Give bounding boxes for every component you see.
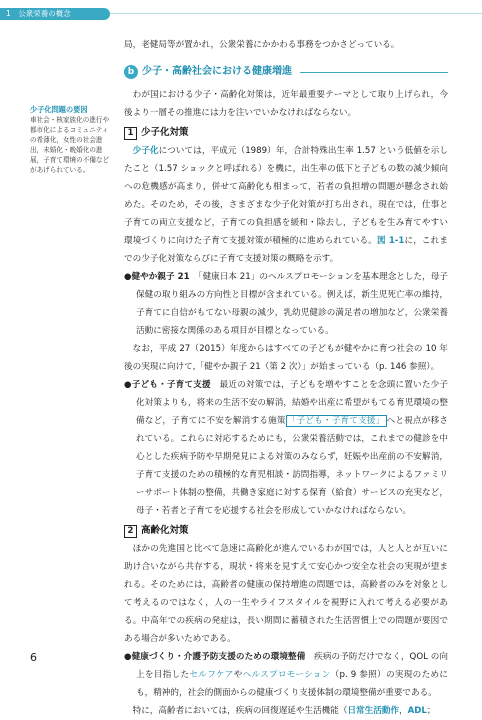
subsection-number: 2: [124, 525, 137, 538]
bullet-item: ●子ども・子育て支援 最近の対策では，子どもを増やすことを念頭に置いた少子化対策よりも，将来の生活不安の解消，結婚や出産に希望がもてる育児環境の整備など，子育てに不安を解消する施策 「子ども・子育て支援」 へと視点が移されている。これらに対応するためにも，公衆栄養活動では，これまでの健診を中心とした疾病予防や早期発見による対策のみならず，妊娠や出産前の不安解消，子育て支援のための積極的な育児相談・訪問指導，ネットワークによるファミリーサポート体制の整備，共働き家庭に対する保育（給食）サービスの充実など，母子・若者と子育てを応援する社会を形成していかなければならない。: [124, 380, 448, 516]
subsection-number: 1: [124, 127, 137, 140]
keyword: セルフケア: [189, 670, 234, 680]
sidebar-title: 少子化問題の要因: [30, 105, 88, 114]
sidebar-note: [30, 104, 114, 175]
shoshika-paragraph: 少子化については，平成元（1989）年，合計特殊出生率 1.57 という低値を示したこと（1.57 ショックと呼ばれる）を機に，出生率の低下と子どもの数の減少傾向への危機感が高まり，併せて高齢化も相まって，若者の負担増の問題が懸念され始めた。そのため，その後，さまざまな少子化対策が打ち出され，現在では，仕事と子育ての両立支援など，子育ての負担感を緩和・除去し，子どもを生み育てやすい環境づくりに向けた子育て支援対策が積極的に進められている。図 1-1に，これまでの少子化対策ならびに子育て支援対策の概略を示す。: [124, 146, 448, 264]
section-rule: [300, 72, 448, 73]
sidebar-body: 車社会・核家族化の進行や都市化によるコミュニティの希薄化，女性の社会進出，未婚化・晩婚化の進展，子育て環境の不備などがあげられている。: [30, 116, 110, 174]
bullet-item: ●健やか親子 21 「健康日本 21」のヘルスプロモーションを基本理念とした，母子保健の取り組みの方向性と目標が含まれている。例えば，新生児死亡率の維持，子育てに自信がもてない母親の減少，乳幼児健診の満足者の増加など，公衆栄養活動に密接な関係のある項目が目標となっている。: [124, 272, 448, 336]
header-rule: [110, 13, 482, 14]
boxed-term: 「子ども・子育て支援」: [287, 416, 385, 426]
koreika-paragraph: ほかの先進国と比べて急速に高齢化が進んでいるわが国では，人と人とが互いに助け合いながら共存する，現状・将来を見すえて安心かつ安全な社会の実現が望まれる。そのためには，高齢者の健康の保持増進の問題では，高齢者のみを対象として考えるのではなく，人の一生やライフスタイルを視野に入れて考える必要がある。中高年での疾病の発症は，長い期間に蓄積された生活習慣上での問題が要因である場合が多いためである。: [124, 544, 448, 644]
bullet-label: ●健康づくり・介護予防支援のための環境整備: [124, 652, 306, 662]
section-heading: [124, 62, 448, 84]
subsection-title: 少子化対策: [141, 127, 189, 138]
keyword: 少子化: [132, 146, 159, 156]
subsection-heading-1: [124, 124, 448, 142]
header-title: 1 公衆栄養の概念: [6, 9, 71, 18]
bullet-label: ●子ども・子育て支援: [124, 380, 211, 390]
intro-paragraph: 局，老健局等が置かれ，公衆栄養にかかわる事務をつかさどっている。: [124, 40, 400, 50]
bullet-item: ●健康づくり・介護予防支援のための環境整備 疾病の予防だけでなく，QOL の向上を目指したセルフケアやヘルスプロモーション（p. 9 参照）の実現のためにも，精神的，社会的側面からの健康づくり支援体制の環境整備が重要である。: [124, 652, 448, 698]
page-number: 6: [30, 651, 37, 664]
figure-reference[interactable]: 図 1-1: [376, 236, 405, 246]
keyword: 日常生活動作: [347, 706, 400, 716]
main-text: [124, 36, 448, 720]
bullet-label: ●健やか親子 21: [124, 272, 190, 282]
subsection-title: 高齢化対策: [141, 525, 189, 536]
bullet-continuation: 特に，高齢者においては，疾病の回復遅延や生活機能（日常生活動作，ADL；: [132, 706, 436, 716]
keyword: ADL: [407, 706, 427, 716]
section-badge: b: [124, 65, 138, 79]
section-paragraph: わが国における少子・高齢化対策は，近年最重要テーマとして取り上げられ，今後より一層その推進には力を注いでいかなければならない。: [124, 90, 448, 118]
running-header: [0, 0, 482, 26]
subsection-heading-2: [124, 522, 448, 540]
section-title: 少子・高齢社会における健康増進: [142, 66, 292, 77]
bullet-note: なお，平成 27（2015）年度からはすべての子どもが健やかに育つ社会の 10 年後の実現に向けて,「健やか親子 21（第 2 次）」が始まっている（p. 146 参照）。: [124, 344, 448, 372]
keyword: ヘルスプロモーション: [242, 670, 331, 680]
